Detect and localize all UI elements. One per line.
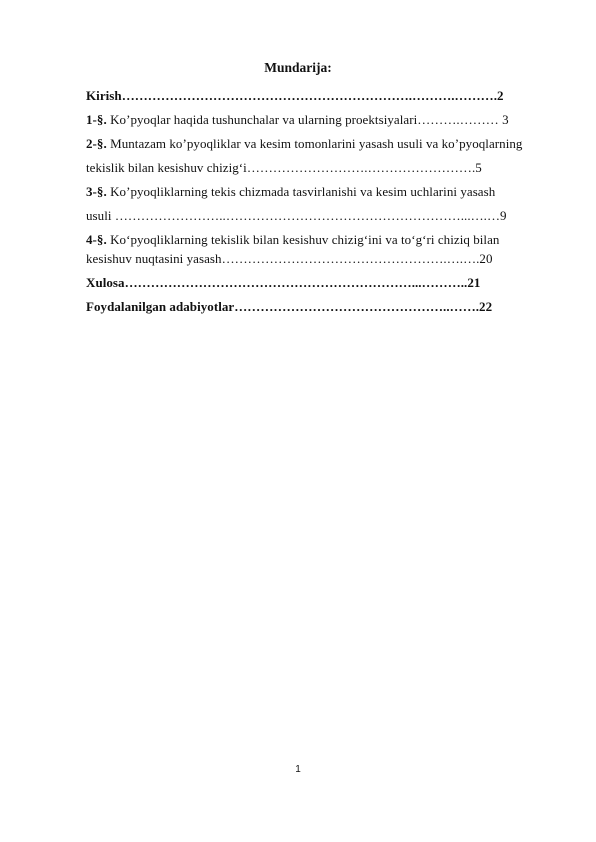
toc-entry-intro[interactable]: Kirish………………………………………………………….……….……….2 [86, 88, 504, 103]
table-of-contents [86, 86, 552, 316]
section-title-line-1: Ko‘pyoqliklarning tekislik bilan kesishuv chizig‘ini va to‘g‘ri chiziq bilan [106, 232, 500, 247]
section-number: 2-§. [86, 136, 107, 151]
section-title-line-2: tekislik bilan kesishuv chizig‘i……………………….…………………….5 [86, 160, 482, 175]
toc-line [86, 134, 552, 153]
section-number: 3-§. [86, 184, 107, 199]
toc-entry-section-2[interactable] [86, 134, 552, 177]
section-title: Ko’pyoqlar haqida tushunchalar va ularning proektsiyalari……….……… 3 [106, 112, 509, 127]
section-title-line-2: kesishuv nuqtasini yasash…………………………………………….….….20 [86, 251, 493, 266]
page-number: 1 [295, 764, 301, 775]
toc-entry-section-1[interactable] [86, 110, 552, 129]
toc-line [86, 230, 552, 249]
toc-entry-section-3[interactable] [86, 182, 552, 225]
section-title-line-2: usuli ……………………..………………………………………………...….…9 [86, 208, 507, 223]
section-number: 1-§. [86, 112, 107, 127]
toc-entry-references[interactable]: Foydalanilgan adabiyotlar…………………………………………..…….22 [86, 299, 493, 314]
section-title-line-1: Ko’pyoqliklarning tekis chizmada tasvirlanishi va kesim uchlarini yasash [106, 184, 496, 199]
toc-title: Mundarija: [264, 60, 332, 75]
section-title-line-1: Muntazam ko’pyoqliklar va kesim tomonlarini yasash usuli va ko’pyoqlarning [106, 136, 523, 151]
section-number: 4-§. [86, 232, 107, 247]
toc-entry-section-4[interactable] [86, 230, 552, 268]
toc-entry-conclusion[interactable]: Xulosa…………………………………………………………...………..21 [86, 275, 481, 290]
toc-line [86, 182, 552, 201]
